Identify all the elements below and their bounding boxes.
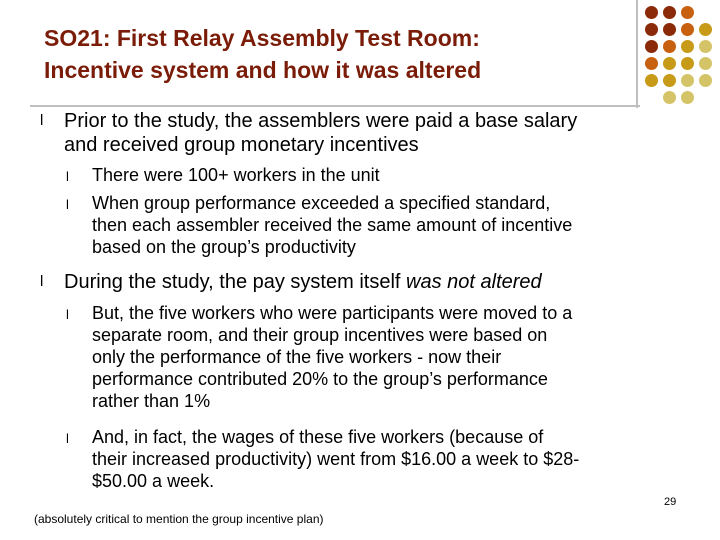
bullet-line: rather than 1% xyxy=(92,391,211,411)
page-number: 29 xyxy=(664,496,677,508)
bullet-icon: l xyxy=(66,169,69,184)
dot xyxy=(681,6,694,19)
bullet-line: But, the five workers who were participants were moved to a xyxy=(92,303,573,323)
horizontal-rule xyxy=(30,105,640,107)
bullet-text xyxy=(64,270,704,294)
dot xyxy=(645,6,658,19)
bullet-line: And, in fact, the wages of these five workers (because of xyxy=(92,427,544,447)
bullet-line: based on the group’s productivity xyxy=(92,237,356,257)
bullet-line: separate room, and their group incentives were based on xyxy=(92,325,548,345)
subbullet-text xyxy=(92,302,692,412)
bullet-line xyxy=(64,270,704,294)
bullet-line: and received group monetary incentives xyxy=(64,134,419,156)
dot xyxy=(663,40,676,53)
dot xyxy=(645,74,658,87)
bullet-prefix: During the study, the pay system itself xyxy=(64,271,407,293)
bullet-line: Prior to the study, the assemblers were paid a base salary xyxy=(64,110,578,132)
title-line-2: Incentive system and how it was altered xyxy=(44,57,482,83)
bullet-icon: l xyxy=(66,431,69,446)
subbullet-text xyxy=(92,192,692,258)
dot xyxy=(699,57,712,70)
dot xyxy=(699,74,712,87)
emphasis-text: was not altered xyxy=(406,271,542,293)
dot xyxy=(699,23,712,36)
dot xyxy=(645,23,658,36)
bullet-icon: l xyxy=(66,307,69,322)
dot xyxy=(645,40,658,53)
bullet-icon: l xyxy=(40,112,44,129)
bullet-line: When group performance exceeded a specified standard, xyxy=(92,193,551,213)
dot xyxy=(645,57,658,70)
dot xyxy=(663,23,676,36)
dot xyxy=(663,57,676,70)
dot xyxy=(699,40,712,53)
dot xyxy=(663,6,676,19)
bullet-icon: l xyxy=(40,273,44,290)
dot xyxy=(681,57,694,70)
subbullet-text xyxy=(92,426,692,492)
dot xyxy=(681,40,694,53)
bullet-line: only the performance of the five workers - now their xyxy=(92,347,502,367)
dot xyxy=(681,74,694,87)
title-line-1: SO21: First Relay Assembly Test Room: xyxy=(44,25,480,51)
bullet-line: $50.00 a week. xyxy=(92,471,215,491)
decorative-dot-grid xyxy=(645,6,717,108)
dot xyxy=(681,91,694,104)
bullet-icon: l xyxy=(66,197,69,212)
bullet-line: their increased productivity) went from $16.00 a week to $28- xyxy=(92,449,580,469)
bullet-line: There were 100+ workers in the unit xyxy=(92,165,380,185)
bullet-line: performance contributed 20% to the group’s performance xyxy=(92,369,548,389)
bullet-line: then each assembler received the same amount of incentive xyxy=(92,215,573,235)
footnote: (absolutely critical to mention the group incentive plan) xyxy=(34,512,324,526)
vertical-rule xyxy=(636,0,638,108)
dot xyxy=(681,23,694,36)
slide-title xyxy=(44,22,614,86)
dot xyxy=(663,91,676,104)
dot xyxy=(663,74,676,87)
bullet-text xyxy=(64,109,704,157)
subbullet-text xyxy=(92,164,692,186)
